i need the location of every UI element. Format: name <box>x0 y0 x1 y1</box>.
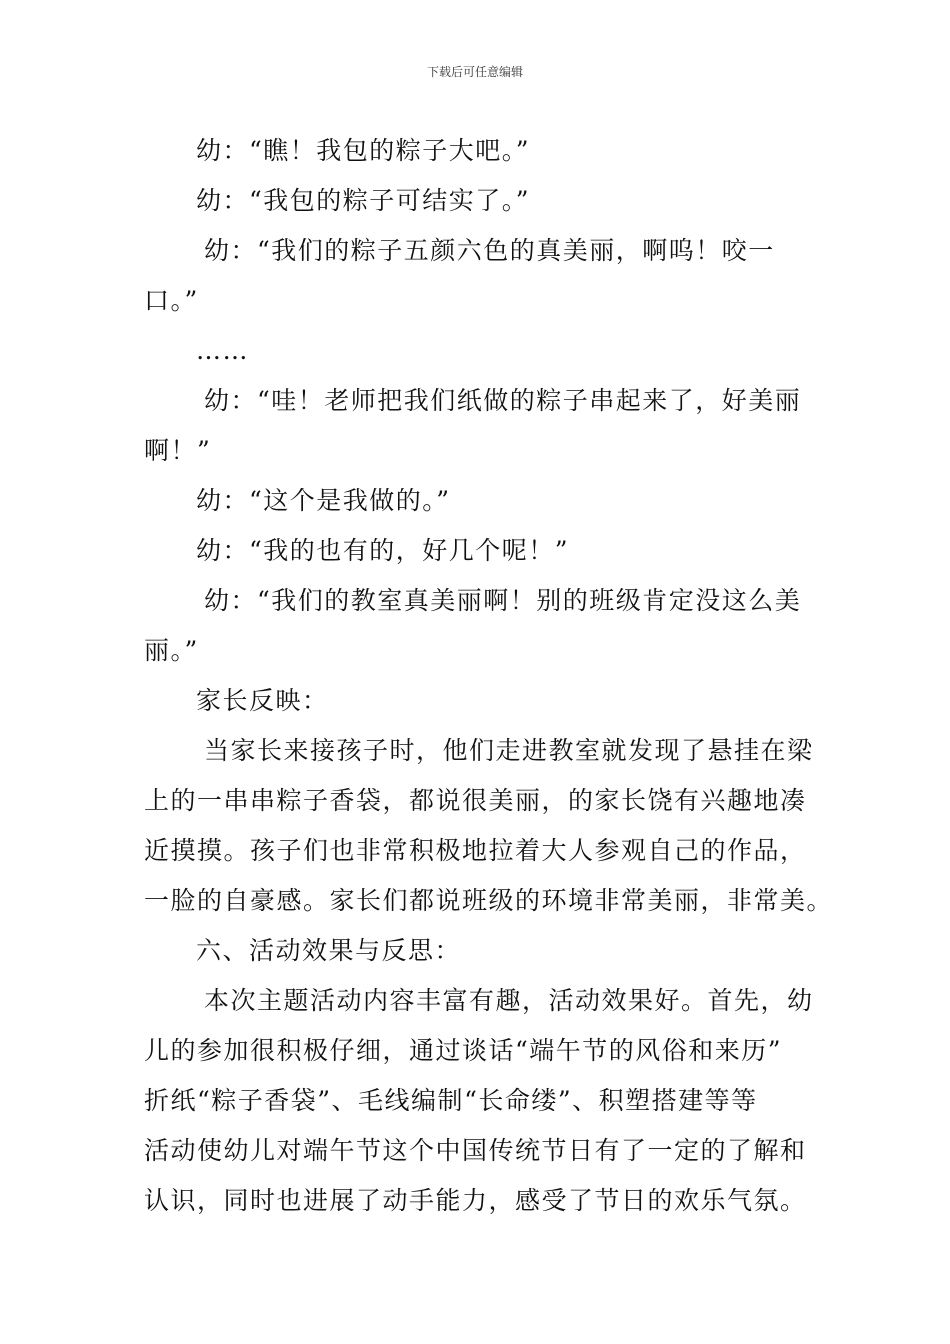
paragraph-line: 儿的参加很积极仔细，通过谈话“端午节的风俗和来历” <box>144 1036 783 1065</box>
dialogue-line: 幼：“哇！老师把我们纸做的粽子串起来了，好美丽 <box>204 386 802 415</box>
dialogue-line: 幼：“我们的教室真美丽啊！别的班级肯定没这么美 <box>204 586 802 615</box>
section-heading: 六、活动效果与反思： <box>196 936 462 965</box>
paragraph-line: 近摸摸。孩子们也非常积极地拉着大人参观自己的作品， <box>144 836 807 865</box>
dialogue-line: 幼：“这个是我做的。” <box>196 486 451 515</box>
ellipsis: …… <box>196 336 249 365</box>
paragraph-line: 本次主题活动内容丰富有趣，活动效果好。首先，幼 <box>204 986 814 1015</box>
dialogue-line-continuation: 丽。” <box>144 636 199 665</box>
document-body <box>144 126 834 1226</box>
paragraph-line: 认识，同时也进展了动手能力，感受了节日的欢乐气氛。 <box>144 1186 807 1215</box>
dialogue-line-continuation: 啊！” <box>144 436 212 465</box>
dialogue-line: 幼：“瞧！我包的粽子大吧。” <box>196 136 531 165</box>
paragraph-line: 活动使幼儿对端午节这个中国传统节日有了一定的了解和 <box>144 1136 807 1165</box>
paragraph-line: 上的一串串粽子香袋，都说很美丽，的家长饶有兴趣地凑 <box>144 786 807 815</box>
paragraph-line: 一脸的自豪感。家长们都说班级的环境非常美丽，非常美。 <box>144 886 834 915</box>
paragraph-line: 折纸“粽子香袋”、毛线编制“长命缕”、积塑搭建等等 <box>144 1086 758 1115</box>
paragraph-line: 当家长来接孩子时，他们走进教室就发现了悬挂在梁 <box>204 736 814 765</box>
page-header: 下载后可任意编辑 <box>426 65 523 79</box>
dialogue-line-continuation: 口。” <box>144 286 199 315</box>
section-heading: 家长反映： <box>196 686 329 715</box>
dialogue-line: 幼：“我们的粽子五颜六色的真美丽，啊呜！咬一 <box>204 236 775 265</box>
dialogue-line: 幼：“我的也有的，好几个呢！” <box>196 536 570 565</box>
dialogue-line: 幼：“我包的粽子可结实了。” <box>196 186 531 215</box>
